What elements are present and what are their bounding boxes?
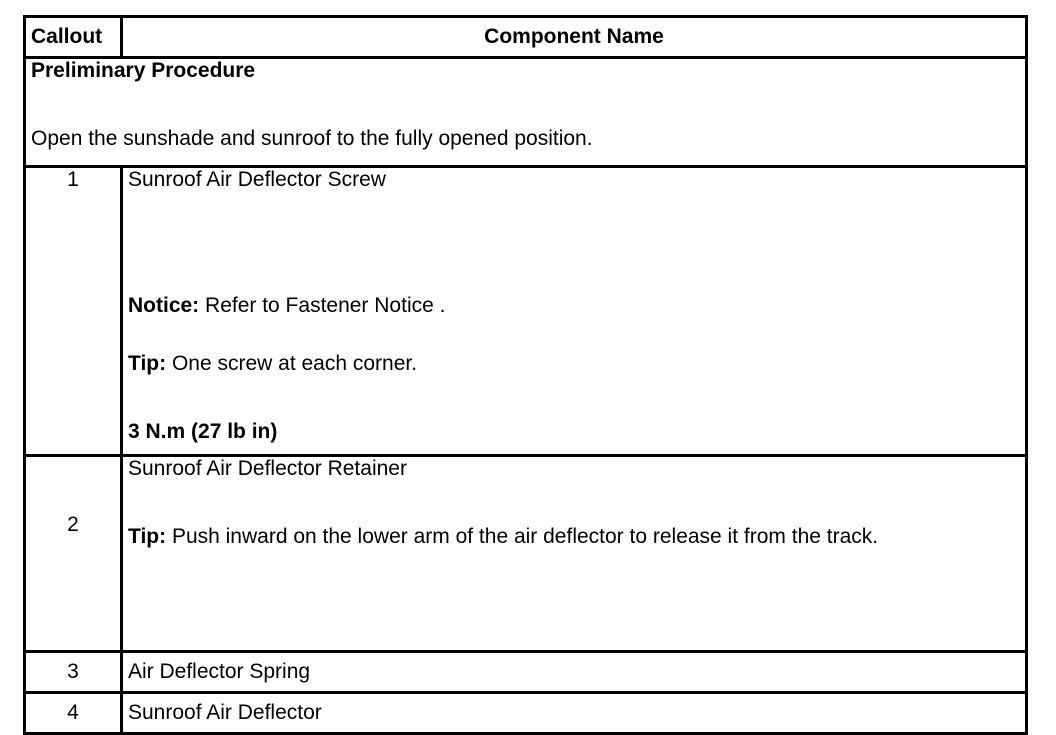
tip-line — [128, 525, 1020, 549]
component-name-column-header: Component Name — [122, 17, 1027, 58]
component-cell — [122, 167, 1027, 456]
component-cell — [122, 456, 1027, 652]
callout-number: 4 — [25, 693, 122, 734]
preliminary-procedure-cell — [25, 58, 1027, 167]
table-header-row — [25, 17, 1027, 58]
tip-text: One screw at each corner. — [166, 352, 418, 375]
tip-label: Tip: — [128, 352, 167, 375]
notice-text: Refer to Fastener Notice . — [199, 294, 446, 317]
component-name: Sunroof Air Deflector Screw — [128, 168, 386, 191]
torque-spec: 3 N.m (27 lb in) — [128, 420, 278, 443]
preliminary-procedure-row — [25, 58, 1027, 167]
callout-column-header: Callout — [25, 17, 122, 58]
callout-number: 3 — [25, 652, 122, 693]
component-name: Air Deflector Spring — [122, 652, 1027, 693]
table-row — [25, 652, 1027, 693]
component-name: Sunroof Air Deflector — [122, 693, 1027, 734]
tip-label: Tip: — [128, 525, 167, 548]
table-row — [25, 456, 1027, 652]
component-name: Sunroof Air Deflector Retainer — [128, 457, 407, 480]
table-row — [25, 167, 1027, 456]
tip-text: Push inward on the lower arm of the air deflector to release it from the track. — [166, 525, 879, 548]
table-row — [25, 693, 1027, 734]
preliminary-procedure-text: Open the sunshade and sunroof to the fully opened position. — [31, 127, 593, 150]
tip-line — [128, 352, 1020, 376]
callout-number: 2 — [25, 456, 122, 652]
notice-label: Notice: — [128, 294, 200, 317]
procedure-table — [23, 15, 1028, 735]
callout-number: 1 — [25, 167, 122, 456]
preliminary-procedure-title: Preliminary Procedure — [31, 59, 256, 82]
notice-line — [128, 294, 1020, 318]
